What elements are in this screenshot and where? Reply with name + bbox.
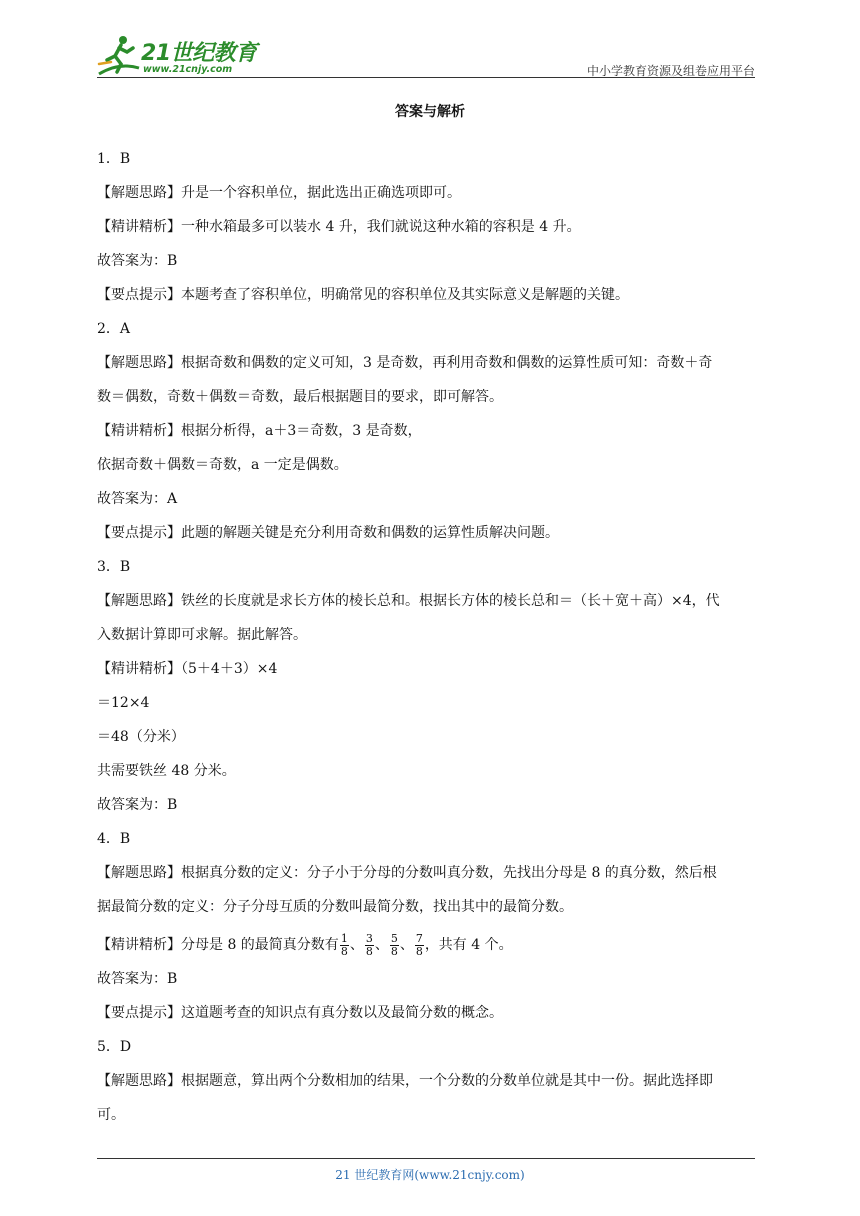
question-number: 5．D [97, 1039, 132, 1055]
final-answer: 故答案为：B [97, 971, 178, 987]
question-number: 3．B [97, 559, 131, 575]
question-number: 2．A [97, 321, 131, 337]
final-answer: 故答案为：B [97, 797, 178, 813]
detailed-analysis: 【精讲精析】根据分析得，a＋3＝奇数，3 是奇数， [97, 423, 422, 439]
key-point-tip: 【要点提示】此题的解题关键是充分利用奇数和偶数的运算性质解决问题。 [97, 525, 559, 541]
detailed-analysis: 【精讲精析】（5＋4＋3）×4 [97, 661, 278, 677]
solution-idea-continued: 可。 [97, 1107, 125, 1123]
question-number: 1．B [97, 151, 131, 167]
analysis-suffix: ，共有 4 个。 [424, 937, 513, 953]
key-point-tip: 【要点提示】这道题考查的知识点有真分数以及最简分数的概念。 [97, 1005, 503, 1021]
solution-idea: 【解题思路】升是一个容积单位，据此选出正确选项即可。 [97, 185, 461, 201]
footer-divider [97, 1158, 755, 1159]
header-divider [97, 77, 755, 78]
solution-idea: 【解题思路】根据题意，算出两个分数相加的结果，一个分数的分数单位就是其中一份。据此选择即 [97, 1073, 713, 1089]
analysis-prefix: 【精讲精析】分母是 8 的最简真分数有 [97, 937, 339, 953]
list-separator: 、 [349, 937, 364, 953]
page-title: 答案与解析 [395, 104, 465, 120]
final-answer: 故答案为：B [97, 253, 178, 269]
logo-url: www.21cnjy.com [143, 64, 233, 75]
page-header [97, 28, 755, 78]
fraction-three-eighths: $\frac{3}{8}$ [365, 931, 373, 958]
running-figure-icon [97, 34, 141, 78]
solution-idea-continued: 据最简分数的定义：分子分母互质的分数叫最简分数，找出其中的最简分数。 [97, 899, 573, 915]
solution-idea: 【解题思路】根据真分数的定义：分子小于分母的分数叫真分数，先找出分母是 8 的真分数，然后根 [97, 865, 717, 881]
solution-idea: 【解题思路】铁丝的长度就是求长方体的棱长总和。根据长方体的棱长总和＝（长＋宽＋高）×4，代 [97, 593, 720, 609]
detailed-analysis-continued: 依据奇数＋偶数＝奇数，a 一定是偶数。 [97, 457, 348, 473]
calculation-step: ＝48（分米） [97, 729, 185, 745]
answer-content [97, 146, 763, 1136]
calculation-conclusion: 共需要铁丝 48 分米。 [97, 763, 236, 779]
fraction-five-eighths: $\frac{5}{8}$ [390, 931, 398, 958]
site-logo [97, 34, 267, 78]
key-point-tip: 【要点提示】本题考查了容积单位，明确常见的容积单位及其实际意义是解题的关键。 [97, 287, 629, 303]
solution-idea: 【解题思路】根据奇数和偶数的定义可知，3 是奇数，再利用奇数和偶数的运算性质可知：奇数＋奇 [97, 355, 713, 371]
calculation-step: ＝12×4 [97, 695, 150, 711]
list-separator: 、 [374, 937, 389, 953]
solution-idea-continued: 入数据计算即可求解。据此解答。 [97, 627, 307, 643]
fraction-seven-eighths: $\frac{7}{8}$ [415, 931, 423, 958]
fraction-one-eighth: $\frac{1}{8}$ [340, 931, 348, 958]
list-separator: 、 [399, 937, 414, 953]
platform-name: 中小学教育资源及组卷应用平台 [586, 64, 755, 78]
solution-idea-continued: 数＝偶数，奇数＋偶数＝奇数，最后根据题目的要求，即可解答。 [97, 389, 503, 405]
final-answer: 故答案为：A [97, 491, 178, 507]
question-number: 4．B [97, 831, 131, 847]
detailed-analysis: 【精讲精析】一种水箱最多可以装水 4 升，我们就说这种水箱的容积是 4 升。 [97, 219, 581, 235]
page-footer: 21 世纪教育网(www.21cnjy.com) [335, 1168, 525, 1182]
logo-text: 21世纪教育 [141, 41, 257, 66]
detailed-analysis [97, 928, 763, 966]
